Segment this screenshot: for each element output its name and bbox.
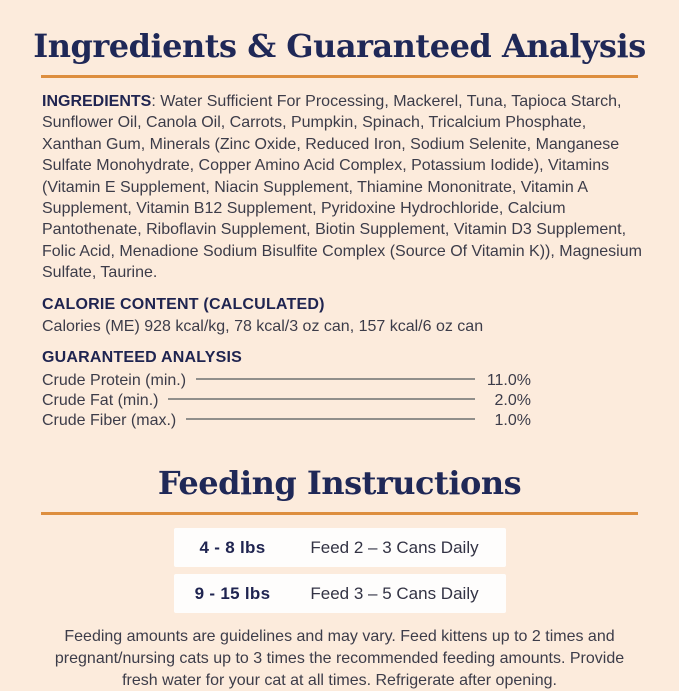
leader-line — [186, 418, 475, 420]
table-row — [42, 371, 531, 391]
calorie-content-heading: CALORIE CONTENT (CALCULATED) — [42, 295, 325, 313]
analysis-label: Crude Protein (min.) — [42, 372, 187, 390]
table-row — [42, 411, 531, 431]
weight-range: 9 - 15 lbs — [194, 583, 271, 603]
analysis-label: Crude Fiber (max.) — [42, 412, 177, 430]
leader-line — [168, 398, 475, 400]
calorie-content-value: Calories (ME) 928 kcal/kg, 78 kcal/3 oz can, 157 kcal/6 oz can — [42, 317, 484, 335]
table-row — [174, 574, 506, 613]
ingredients-label: INGREDIENTS — [42, 93, 152, 110]
guaranteed-analysis-table — [42, 371, 531, 431]
leader-line — [196, 378, 475, 380]
feeding-amount: Feed 3 – 5 Cans Daily — [310, 583, 479, 603]
ingredients-section-title: Ingredients & Guaranteed Analysis — [33, 27, 646, 65]
section-divider — [41, 512, 638, 515]
ingredients-paragraph — [42, 91, 642, 284]
section-divider — [41, 75, 638, 78]
feeding-section-title: Feeding Instructions — [157, 464, 522, 503]
feeding-table — [174, 528, 506, 613]
table-row — [42, 391, 531, 411]
ingredients-text: : Water Sufficient For Processing, Mackerel, Tuna, Tapioca Starch, Sunflower Oil, Canola Oil, Carrots, Pumpkin, Spinach, Tricalcium Phosphate, Xanthan Gum, Minerals (Zinc Oxide, Reduced Iron, Sodium Selenite, Manganese Sulfate Monohydrate, Copper Amino Acid Complex, Potassium Iodide), Vitamins (Vitamin E Supplement, Niacin Supplement, Thiamine Mononitrate, Vitamin A Supplement, Vitamin B12 Supplement, Pyridoxine Hydrochloride, Calcium Pantothenate, Riboflavin Supplement, Biotin Supplement, Vitamin D3 Supplement, Folic Acid, Menadione Sodium Bisulfite Complex (Source Of Vitamin K)), Magnesium Sulfate, Taurine. — [42, 93, 642, 282]
feeding-amount: Feed 2 – 3 Cans Daily — [310, 537, 479, 557]
analysis-value: 1.0% — [494, 412, 531, 430]
table-row — [174, 528, 506, 567]
analysis-value: 2.0% — [494, 392, 531, 410]
feeding-guidelines-note: Feeding amounts are guidelines and may vary. Feed kittens up to 2 times and pregnant/nursing cats up to 3 times the recommended feeding amounts. Provide fresh water for your cat at all times. Refrigerate after opening. — [54, 628, 625, 689]
analysis-label: Crude Fat (min.) — [42, 392, 159, 410]
analysis-value: 11.0% — [486, 372, 531, 390]
weight-range: 4 - 8 lbs — [199, 537, 266, 557]
guaranteed-analysis-heading: GUARANTEED ANALYSIS — [42, 349, 242, 367]
